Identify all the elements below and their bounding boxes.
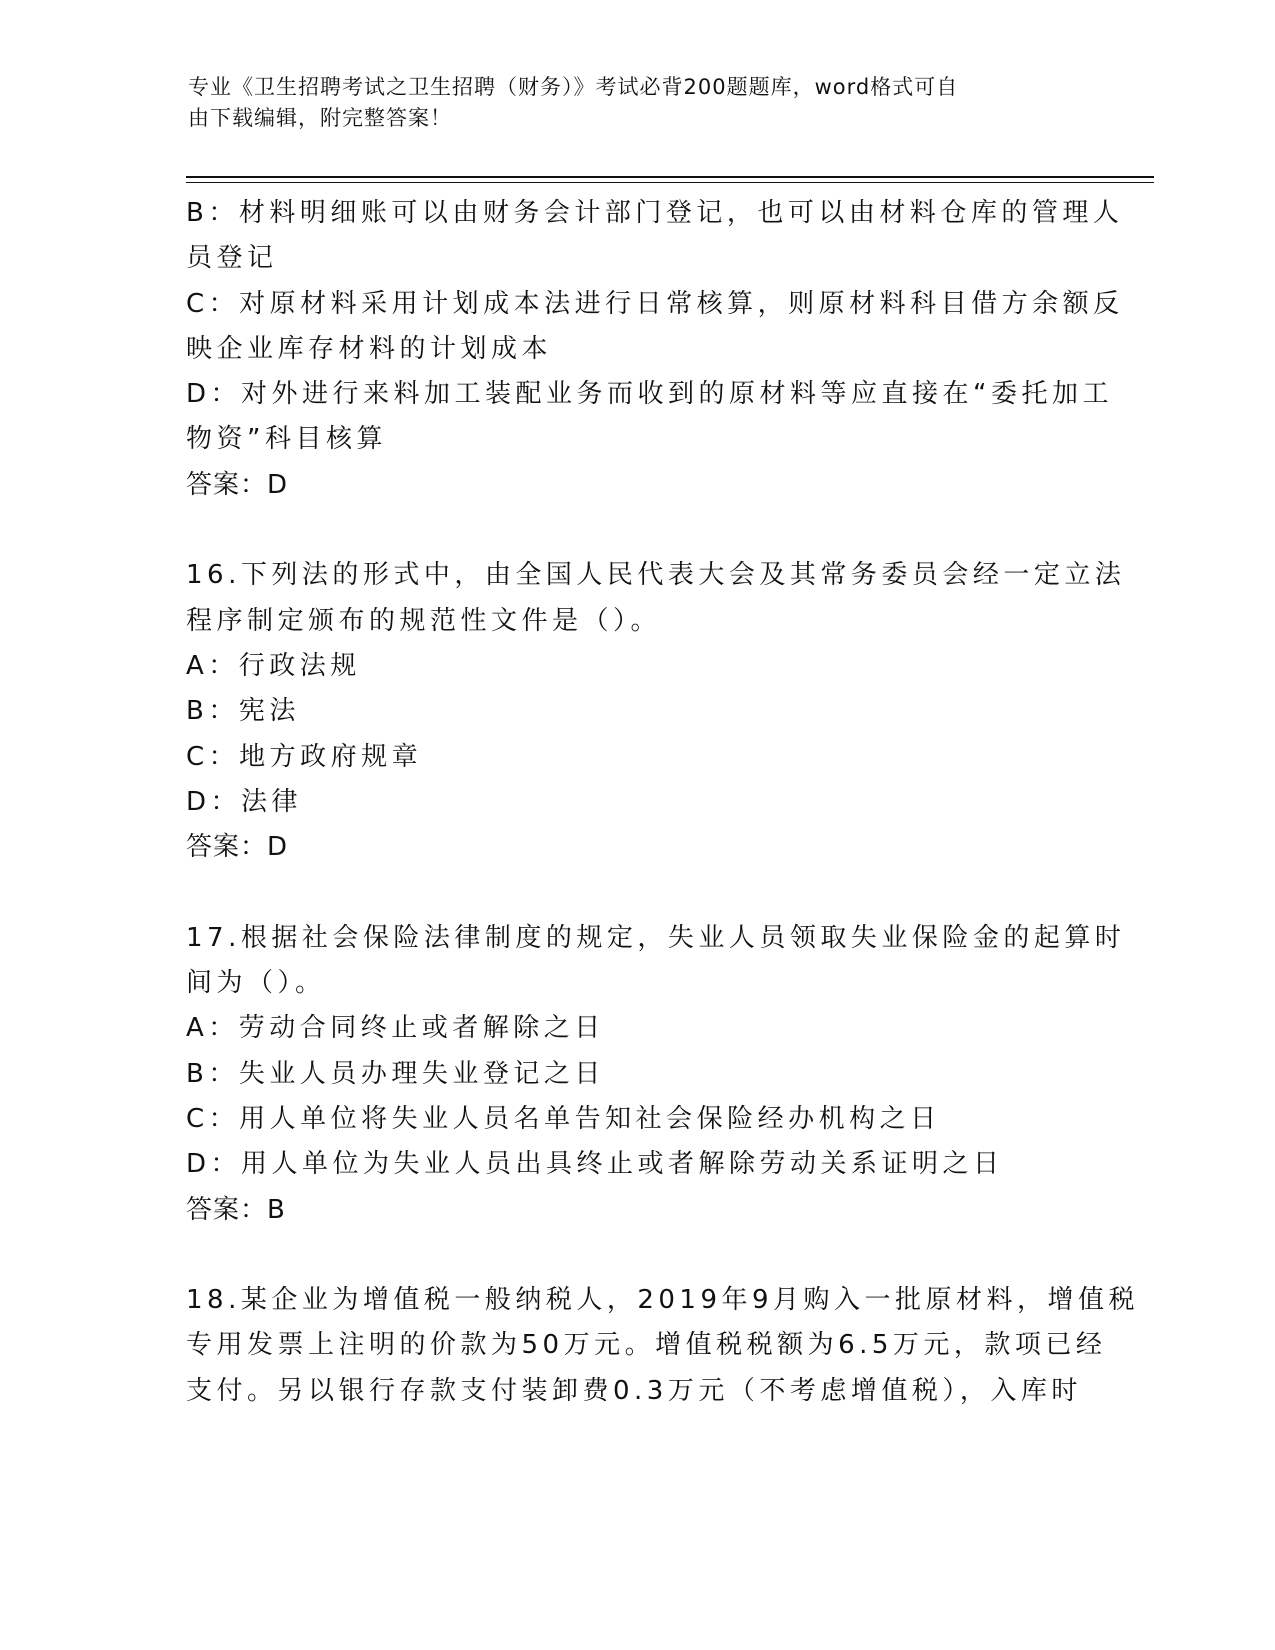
question-16 [186,553,1126,870]
option-b: B：材料明细账可以由财务会计部门登记，也可以由材料仓库的管理人 [186,198,1124,228]
question-stem: 程序制定颁布的规范性文件是（）。 [186,605,662,636]
question-15-continued [186,191,1124,508]
option-a: A：劳动合同终止或者解除之日 [186,1013,605,1044]
answer: 答案：B [186,1194,286,1225]
document-body [186,191,1140,1414]
answer: 答案：D [186,469,289,500]
question-18 [186,1278,1140,1414]
question-stem: 间为（）。 [186,968,326,999]
option-d: D：法律 [186,786,303,817]
header-divider-thin [186,182,1154,183]
option-b: B：失业人员办理失业登记之日 [186,1058,605,1089]
spacer [186,870,1086,915]
question-stem: 17.根据社会保险法律制度的规定，失业人员领取失业保险金的起算时 [186,922,1126,953]
option-c: C：对原材料采用计划成本法进行日常核算，则原材料科目借方余额反 [186,288,1124,319]
header-line: 专业《卫生招聘考试之卫生招聘（财务）》考试必背200题题库，word格式可自 [188,75,959,99]
spacer [186,1233,1086,1278]
option-b: 员登记 [186,243,278,274]
option-a: A：行政法规 [186,650,361,681]
question-stem: 专用发票上注明的价款为50万元。增值税税额为6.5万元，款项已经 [186,1330,1107,1361]
option-c: C：地方政府规章 [186,741,423,772]
question-17 [186,916,1126,1233]
option-d: D：用人单位为失业人员出具终止或者解除劳动关系证明之日 [186,1149,1004,1180]
answer: 答案：D [186,832,289,863]
option-b: B：宪法 [186,696,300,727]
document-header [188,72,1068,134]
header-line: 由下载编辑，附完整答案！ [188,106,452,130]
question-stem: 支付。另以银行存款支付装卸费0.3万元（不考虑增值税），入库时 [186,1375,1082,1406]
header-divider-thick [186,176,1154,178]
option-c: 映企业库存材料的计划成本 [186,333,553,364]
question-stem: 18.某企业为增值税一般纳税人，2019年9月购入一批原材料，增值税 [186,1285,1140,1316]
option-c: C：用人单位将失业人员名单告知社会保险经办机构之日 [186,1103,941,1134]
spacer [186,508,1086,553]
question-stem: 16.下列法的形式中，由全国人民代表大会及其常务委员会经一定立法 [186,560,1126,591]
option-d: 物资”科目核算 [186,424,387,455]
option-d: D：对外进行来料加工装配业务而收到的原材料等应直接在“委托加工 [186,379,1113,410]
